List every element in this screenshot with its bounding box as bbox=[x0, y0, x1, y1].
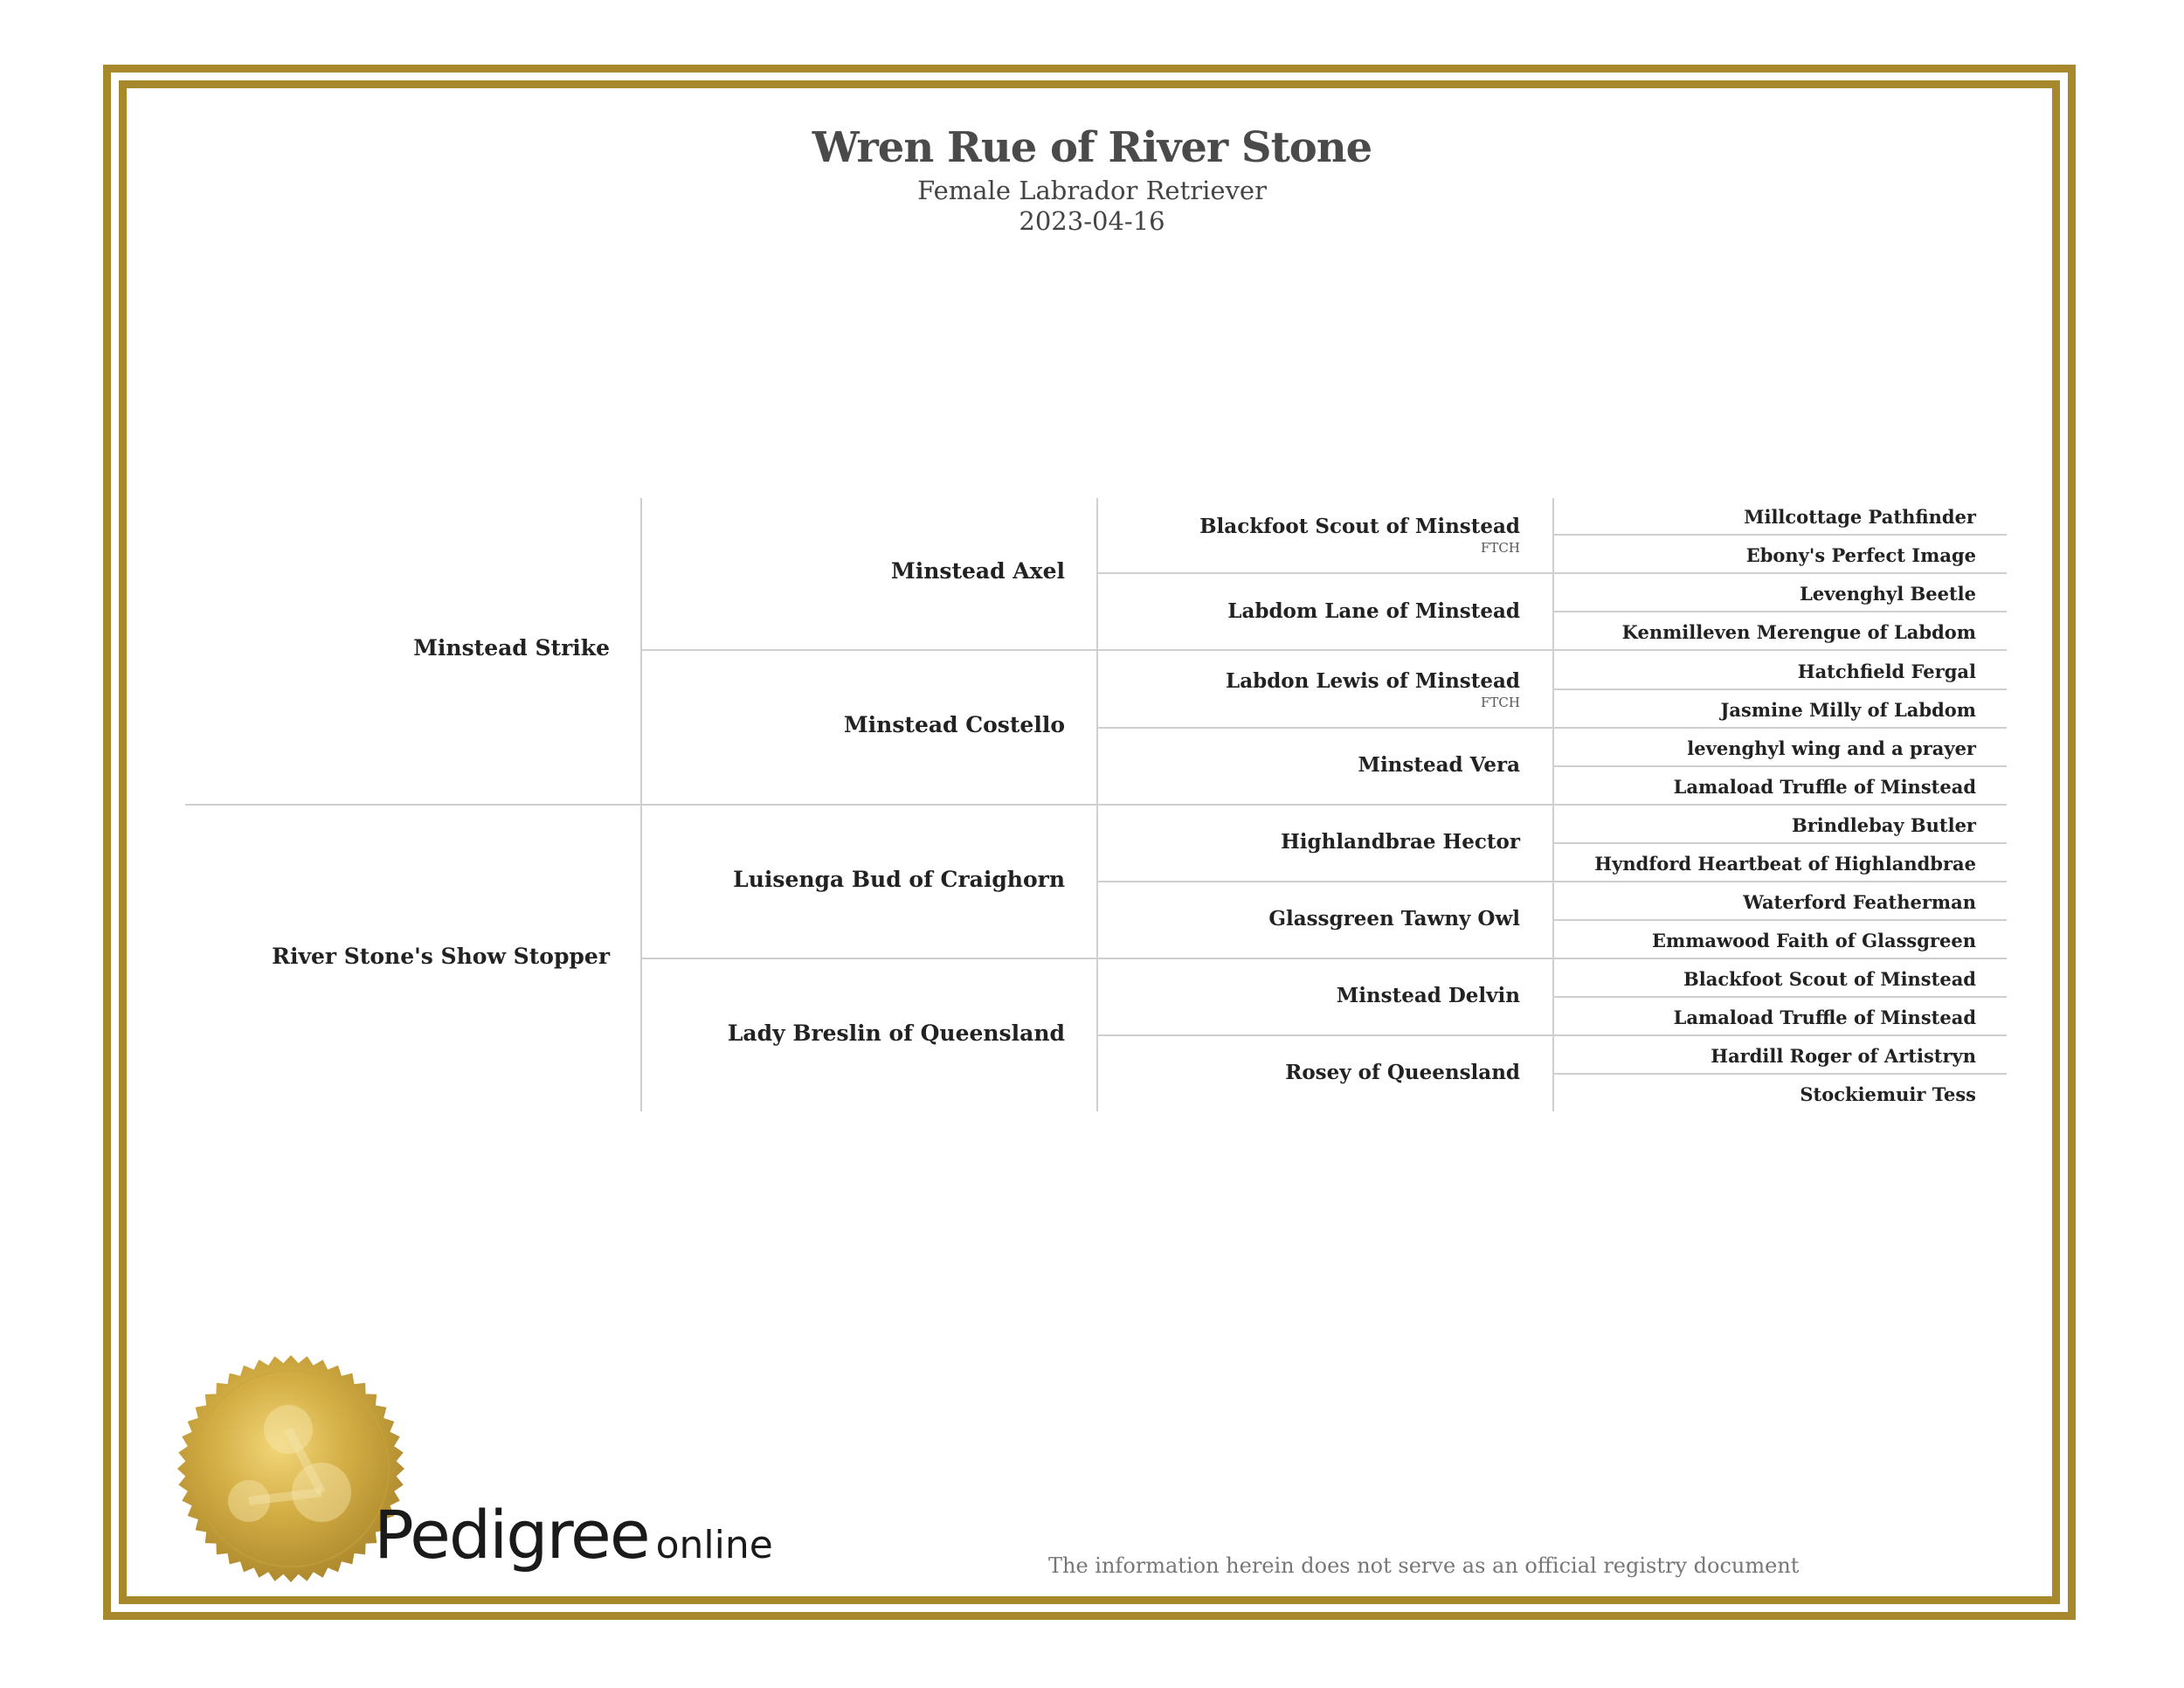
great-great-grandparent-name: Blackfoot Scout of Minstead bbox=[1683, 968, 1976, 990]
sire-name: Minstead Strike bbox=[413, 635, 610, 661]
great-grandparent-name: Labdon Lewis of Minstead bbox=[1226, 669, 1520, 693]
great-grandparent-name: Minstead Vera bbox=[1358, 753, 1520, 777]
great-great-grandparent-name: Brindlebay Butler bbox=[1791, 814, 1976, 836]
great-great-grandparent-name: Jasmine Milly of Labdom bbox=[1720, 699, 1976, 721]
great-great-grandparent-name: levenghyl wing and a prayer bbox=[1687, 737, 1976, 759]
great-great-grandparent-name: Millcottage Pathfinder bbox=[1744, 506, 1976, 528]
row-divider bbox=[1552, 958, 2007, 959]
great-great-grandparent-name: Kenmilleven Merengue of Labdom bbox=[1621, 621, 1976, 643]
pedigree-online-logo bbox=[374, 1496, 773, 1574]
title-badge: FTCH bbox=[1481, 695, 1520, 710]
row-divider bbox=[1096, 958, 1553, 959]
great-great-grandparent-name: Emmawood Faith of Glassgreen bbox=[1651, 930, 1976, 951]
row-divider bbox=[1096, 881, 1553, 882]
great-grandparent-name: Labdom Lane of Minstead bbox=[1227, 599, 1520, 623]
row-divider bbox=[1096, 649, 1553, 651]
dog-name: Wren Rue of River Stone bbox=[812, 123, 1372, 172]
row-divider bbox=[185, 804, 641, 806]
row-divider bbox=[1552, 765, 2007, 767]
row-divider bbox=[640, 649, 1097, 651]
row-divider bbox=[1552, 649, 2007, 651]
row-divider bbox=[1096, 727, 1553, 729]
great-great-grandparent-name: Levenghyl Beetle bbox=[1800, 583, 1976, 605]
maternal-grandsire-name: Luisenga Bud of Craighorn bbox=[733, 867, 1065, 892]
great-grandparent-name: Blackfoot Scout of Minstead bbox=[1199, 515, 1520, 538]
great-great-grandparent-name: Waterford Featherman bbox=[1743, 891, 1976, 913]
great-great-grandparent-name: Lamaload Truffle of Minstead bbox=[1673, 1007, 1976, 1028]
great-grandparent-name: Highlandbrae Hector bbox=[1281, 830, 1520, 854]
row-divider bbox=[1552, 1073, 2007, 1075]
great-great-grandparent-name: Hyndford Heartbeat of Highlandbrae bbox=[1594, 853, 1976, 875]
dog-description: Female Labrador Retriever bbox=[917, 176, 1267, 205]
great-great-grandparent-name: Hardill Roger of Artistryn bbox=[1711, 1045, 1976, 1067]
row-divider bbox=[1552, 804, 2007, 806]
birth-date: 2023-04-16 bbox=[1019, 206, 1165, 236]
great-great-grandparent-name: Ebony's Perfect Image bbox=[1745, 544, 1976, 566]
maternal-granddam-name: Lady Breslin of Queensland bbox=[727, 1020, 1065, 1046]
row-divider bbox=[1096, 804, 1553, 806]
great-great-grandparent-name: Hatchfield Fergal bbox=[1797, 661, 1976, 682]
logo-main-text: Pedigree bbox=[374, 1496, 649, 1574]
row-divider bbox=[1552, 572, 2007, 574]
row-divider bbox=[1552, 881, 2007, 882]
row-divider bbox=[1552, 919, 2007, 921]
row-divider bbox=[1552, 996, 2007, 998]
dam-name: River Stone's Show Stopper bbox=[272, 944, 610, 969]
logo-sub-text: online bbox=[655, 1523, 773, 1567]
great-grandparent-name: Rosey of Queensland bbox=[1285, 1061, 1520, 1084]
paternal-grandsire-name: Minstead Axel bbox=[891, 558, 1065, 584]
row-divider bbox=[1096, 1034, 1553, 1036]
great-great-grandparent-name: Stockiemuir Tess bbox=[1800, 1083, 1976, 1105]
row-divider bbox=[640, 804, 1097, 806]
row-divider bbox=[1552, 534, 2007, 536]
great-great-grandparent-name: Lamaload Truffle of Minstead bbox=[1673, 776, 1976, 798]
great-grandparent-name: Glassgreen Tawny Owl bbox=[1268, 907, 1520, 930]
row-divider bbox=[1552, 842, 2007, 844]
great-grandparent-name: Minstead Delvin bbox=[1336, 984, 1520, 1007]
row-divider bbox=[1552, 1034, 2007, 1036]
disclaimer-text: The information herein does not serve as an official registry document bbox=[1048, 1553, 1800, 1578]
row-divider bbox=[1096, 572, 1553, 574]
title-badge: FTCH bbox=[1481, 540, 1520, 556]
row-divider bbox=[1552, 688, 2007, 690]
paternal-granddam-name: Minstead Costello bbox=[843, 712, 1065, 737]
gold-seal-icon bbox=[175, 1352, 407, 1585]
row-divider bbox=[1552, 611, 2007, 612]
row-divider bbox=[640, 958, 1097, 959]
row-divider bbox=[1552, 727, 2007, 729]
